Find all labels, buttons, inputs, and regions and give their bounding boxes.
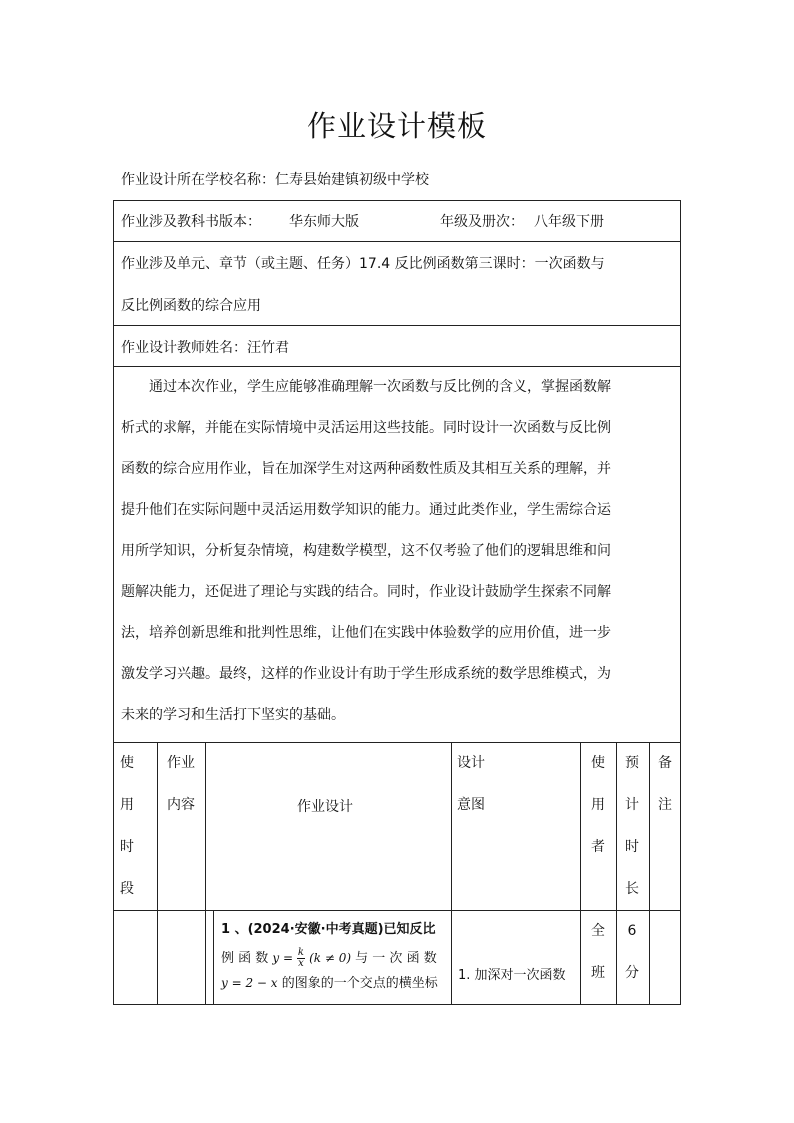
col-divider <box>213 910 214 1005</box>
intro-paragraph <box>121 367 674 736</box>
unit-line-1: 作业涉及单元、章节（或主题、任务）17.4 反比例函数第三课时：一次函数与 <box>121 256 605 272</box>
col-divider <box>157 742 158 1005</box>
intent-text: 1. 加深对一次函数 <box>458 968 566 983</box>
header-user: 使 用 者 <box>591 755 605 855</box>
row-divider <box>113 241 681 242</box>
intro-line: 提升他们在实际问题中灵活运用数学知识的能力。通过此类作业，学生需综合运 <box>121 502 611 518</box>
header-content: 作业 内容 <box>167 755 195 813</box>
header-notes: 备 注 <box>658 755 672 813</box>
row-divider <box>113 325 681 326</box>
question-line-3: y = 2 − x 的图象的一个交点的横坐标 <box>221 976 438 991</box>
question-line-1: 1 、(2024·安徽·中考真题)已知反比 <box>221 922 436 937</box>
intro-line: 未来的学习和生活打下坚实的基础。 <box>121 707 345 723</box>
intro-line: 法，培养创新思维和批判性思维，让他们在实践中体验数学的应用价值，进一步 <box>121 625 611 641</box>
header-intent: 设计 意图 <box>457 755 485 813</box>
question-text <box>221 918 445 996</box>
textbook-value: 华东师大版 <box>289 214 359 230</box>
teacher-line: 作业设计教师姓名：汪竹君 <box>121 340 289 356</box>
col-divider <box>649 742 650 1005</box>
header-design: 作业设计 <box>297 799 353 815</box>
textbook-label: 作业涉及教科书版本： <box>121 214 261 230</box>
header-duration: 预 计 时 长 <box>625 755 639 897</box>
unit-line-2: 反比例函数的综合应用 <box>121 298 261 314</box>
school-line: 作业设计所在学校名称：仁寿县始建镇初级中学校 <box>121 172 429 188</box>
intro-line: 用所学知识，分析复杂情境，构建数学模型，这不仅考验了他们的逻辑思维和问 <box>121 543 611 559</box>
intro-line: 激发学习兴趣。最终，这样的作业设计有助于学生形成系统的数学思维模式，为 <box>121 666 611 682</box>
user-cell: 全 班 <box>591 923 605 981</box>
intro-line: 函数的综合应用作业，旨在加深学生对这两种函数性质及其相互关系的理解，并 <box>121 461 611 477</box>
col-divider <box>616 742 617 1005</box>
header-time: 使 用 时 段 <box>120 755 134 897</box>
intro-line: 析式的求解，并能在实际情境中灵活运用这些技能。同时设计一次函数与反比例 <box>121 420 611 436</box>
page-title: 作业设计模板 <box>306 109 487 143</box>
grade-value: 八年级下册 <box>534 214 604 230</box>
intro-line: 通过本次作业，学生应能够准确理解一次函数与反比例的含义，掌握函数解 <box>149 379 611 395</box>
intro-line: 题解决能力，还促进了理论与实践的结合。同时，作业设计鼓励学生探索不同解 <box>121 584 611 600</box>
col-divider <box>205 742 206 1005</box>
fraction-k-over-x: $\frac{k}{x}$ <box>297 947 304 969</box>
question-line-2: 例 函 数 y = $\frac{k}{x}$ (k ≠ 0) 与 一 次 函 数 <box>221 947 437 969</box>
duration-cell: 6 分 <box>625 923 639 981</box>
col-divider <box>580 742 581 1005</box>
grade-label: 年级及册次： <box>440 214 524 230</box>
col-divider <box>451 742 452 1005</box>
